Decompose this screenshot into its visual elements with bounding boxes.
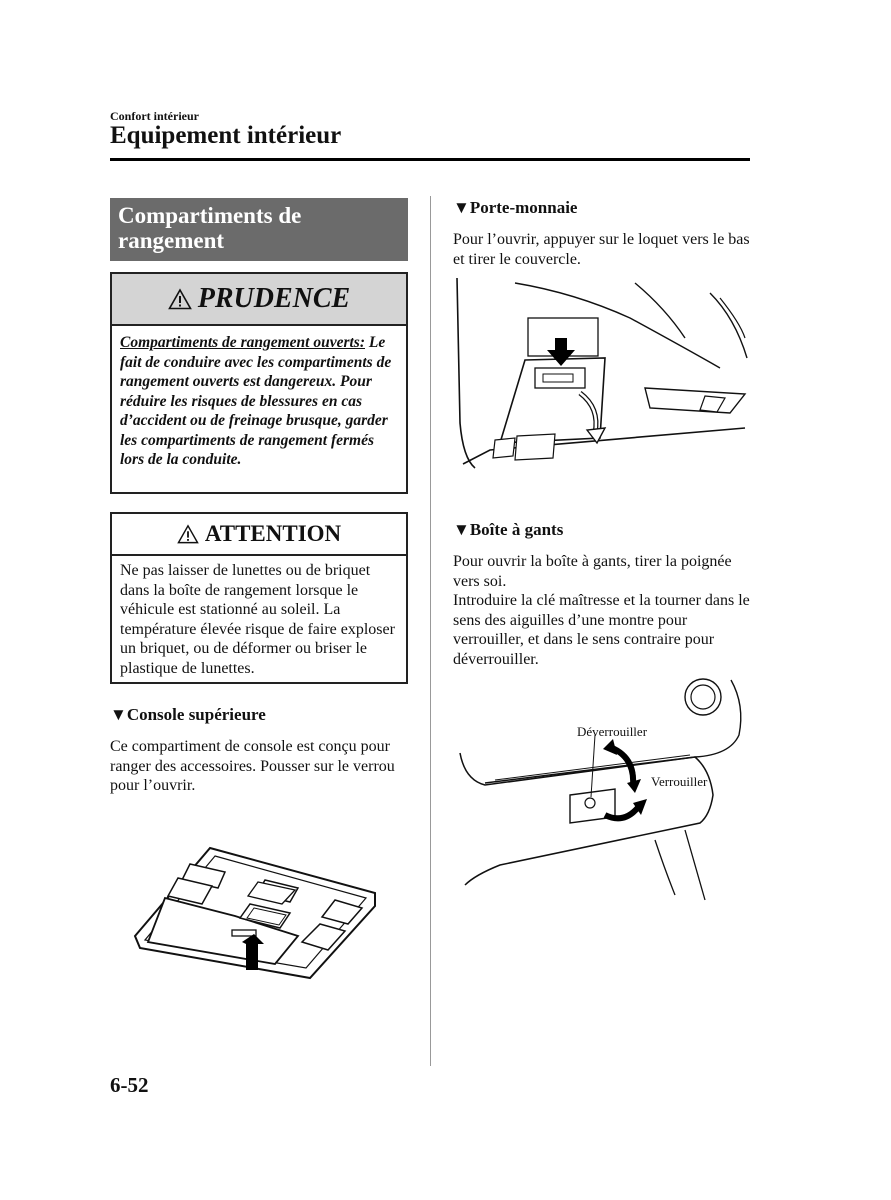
warning-icon	[168, 288, 192, 310]
lock-label: Verrouiller	[651, 774, 708, 789]
prudence-label: PRUDENCE	[197, 283, 351, 314]
prudence-header	[112, 274, 406, 326]
attention-box	[110, 512, 408, 684]
section-heading-line1: Compartiments de	[118, 203, 302, 228]
column-divider	[430, 196, 431, 1066]
coin-box-illustration	[455, 278, 750, 473]
prudence-body	[112, 326, 406, 477]
porte-monnaie-text: Pour l’ouvrir, appuyer sur le loquet vers le bas et tirer le couvercle.	[453, 231, 750, 268]
attention-label: ATTENTION	[204, 521, 342, 546]
prudence-box	[110, 272, 408, 494]
porte-monnaie-heading: ▼Porte-monnaie	[453, 198, 578, 217]
page-number: 6-52	[110, 1073, 149, 1097]
prudence-text: Le fait de conduire avec les compartiments de rangement ouverts est dangereux. Pour réduire les risques de blessures en cas d’accident ou de freinage brusque, garder les compartiments de rangement fermés lors de la conduite.	[120, 334, 392, 468]
unlock-label: Déverrouiller	[577, 724, 648, 739]
prudence-lead: Compartiments de rangement ouverts:	[120, 334, 365, 351]
section-kicker: Confort intérieur	[110, 109, 199, 123]
warning-icon	[177, 524, 199, 544]
attention-header	[112, 514, 406, 556]
console-text: Ce compartiment de console est conçu pour ranger des accessoires. Pousser sur le verrou pour l’ouvrir.	[110, 738, 395, 794]
boite-gants-text: Pour ouvrir la boîte à gants, tirer la poignée vers soi. Introduire la clé maîtresse et la tourner dans le sens des aiguilles d’une montre pour verrouiller, et dans le sens contraire pour déverrouiller.	[453, 553, 750, 668]
header-rule	[110, 158, 750, 161]
glove-box-illustration	[455, 675, 750, 905]
page-title: Equipement intérieur	[110, 122, 342, 149]
overhead-console-illustration	[130, 838, 390, 988]
section-heading-line2: rangement	[118, 228, 225, 253]
section-heading	[110, 198, 408, 261]
attention-body: Ne pas laisser de lunettes ou de briquet dans la boîte de rangement lorsque le véhicule est stationné au soleil. La température élevée risque de faire exploser un briquet, ou de déformer ou briser le plastique de lunettes.	[120, 562, 395, 677]
boite-gants-heading: ▼Boîte à gants	[453, 520, 564, 539]
console-heading: ▼Console supérieure	[110, 705, 266, 724]
